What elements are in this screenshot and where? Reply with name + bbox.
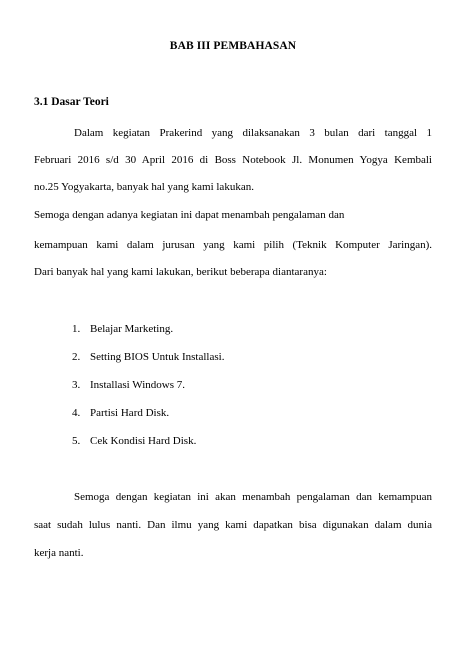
paragraph-1-line-2: Februari 2016 s/d 30 April 2016 di Boss Notebook Jl. Monumen Yogya Kembali — [34, 154, 432, 166]
section-heading: 3.1 Dasar Teori — [34, 96, 109, 108]
list-number: 3. — [72, 379, 81, 391]
list-number: 2. — [72, 351, 81, 363]
list-item — [72, 322, 224, 350]
paragraph-2-line-2: kemampuan kami dalam jurusan yang kami pilih (Teknik Komputer Jaringan). — [34, 239, 432, 251]
list-text: Cek Kondisi Hard Disk. — [90, 435, 197, 447]
list-item — [72, 378, 224, 406]
paragraph-2-line-1: Semoga dengan adanya kegiatan ini dapat menambah pengalaman dan — [34, 209, 345, 221]
paragraph-2-line-3: Dari banyak hal yang kami lakukan, berikut beberapa diantaranya: — [34, 266, 327, 278]
paragraph-1-line-1: Dalam kegiatan Prakerind yang dilaksanakan 3 bulan dari tanggal 1 — [74, 127, 432, 139]
list-text: Partisi Hard Disk. — [90, 407, 170, 419]
list-text: Installasi Windows 7. — [90, 379, 185, 391]
list-text: Belajar Marketing. — [90, 323, 174, 335]
list-item — [72, 350, 224, 378]
list-item — [72, 406, 224, 434]
list-number: 1. — [72, 323, 81, 335]
activity-list — [72, 322, 224, 462]
paragraph-3-line-1: Semoga dengan kegiatan ini akan menambah pengalaman dan kemampuan — [74, 491, 432, 503]
paragraph-3-line-2: saat sudah lulus nanti. Dan ilmu yang kami dapatkan bisa digunakan dalam dunia — [34, 519, 432, 531]
chapter-title: BAB III PEMBAHASAN — [169, 40, 297, 52]
paragraph-3-line-3: kerja nanti. — [34, 547, 84, 559]
paragraph-1-line-3: no.25 Yogyakarta, banyak hal yang kami lakukan. — [34, 181, 254, 193]
list-text: Setting BIOS Untuk Installasi. — [90, 351, 225, 363]
list-item — [72, 434, 224, 462]
list-number: 4. — [72, 407, 81, 419]
list-number: 5. — [72, 435, 81, 447]
